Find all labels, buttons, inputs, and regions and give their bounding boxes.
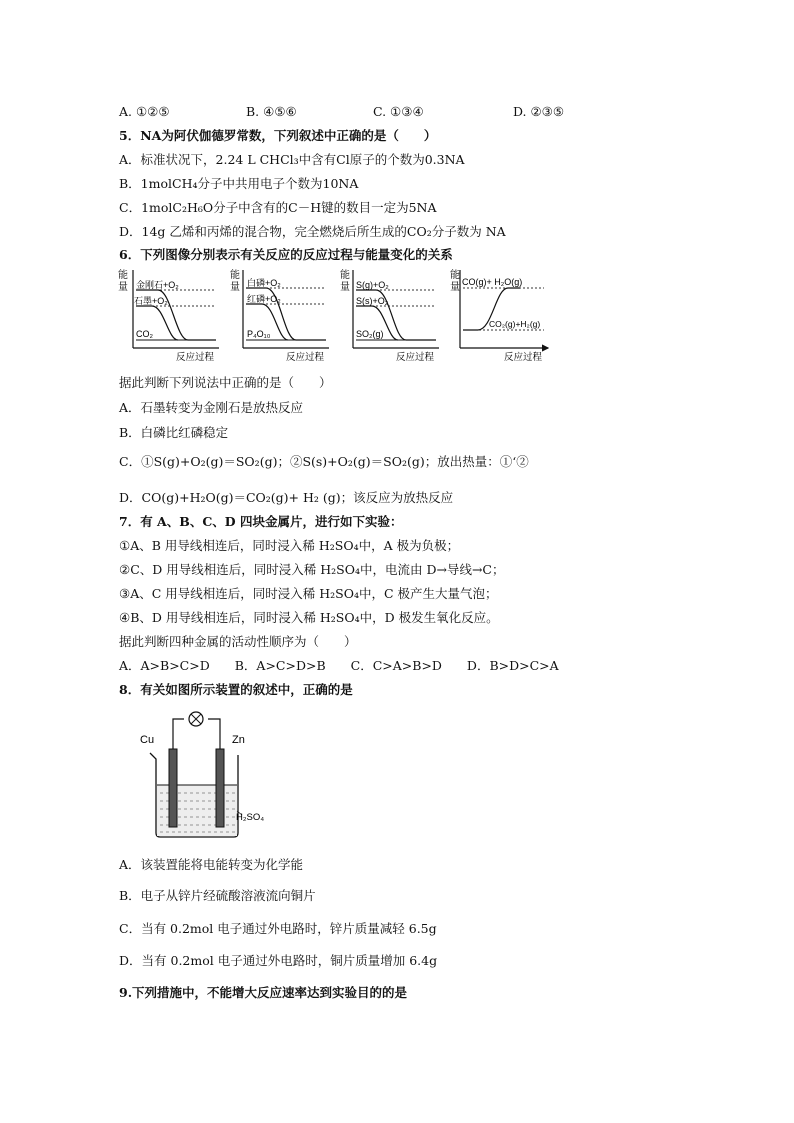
graph3-ylabel-top: 能 <box>340 270 350 281</box>
q8-option-d: D．当有 0.2mol 电子通过外电路时，铜片质量增加 6.4g <box>119 953 438 968</box>
q6-option-d: D．CO(g)+H₂O(g)＝CO₂(g)+ H₂ (g)；该反应为放热反应 <box>119 490 454 505</box>
graph4-top-label: CO(g)+ H₂O(g) <box>462 277 523 287</box>
q7-statement-2: ②C、D 用导线相连后，同时浸入稀 H₂SO₄中，电流由 D→导线→C； <box>119 562 505 577</box>
q8-option-a: A．该装置能将电能转变为化学能 <box>119 857 304 872</box>
q4-option-b: B. ④⑤⑥ <box>245 104 297 119</box>
energy-diagrams <box>116 268 556 364</box>
copper-electrode <box>169 749 177 827</box>
q4-option-a: A. ①②⑤ <box>119 104 170 119</box>
q5-option-a: A．标准状况下，2.24 L CHCl₃中含有Cl原子的个数为0.3NA <box>119 152 465 167</box>
graph2-ylabel-top: 能 <box>230 270 240 281</box>
q6-option-c: C．①S(g)+O₂(g)＝SO₂(g)；②S(s)+O₂(g)＝SO₂(g)；放出热量：①‘② <box>119 454 529 469</box>
graph3-xlabel: 反应过程 <box>396 352 435 363</box>
graph1-ylabel-top: 能 <box>118 270 128 281</box>
q7-statement-4: ④B、D 用导线相连后，同时浸入稀 H₂SO₄中，D 极发生氧化反应。 <box>119 610 499 625</box>
q8-option-b: B．电子从锌片经硫酸溶液流向铜片 <box>119 888 316 903</box>
graph1-xlabel: 反应过程 <box>176 352 215 363</box>
q5-option-d: D．14g 乙烯和丙烯的混合物，完全燃烧后所生成的CO₂分子数为 NA <box>119 224 506 239</box>
acid-label: H₂SO₄ <box>236 812 265 823</box>
graph3-mid-label: S(s)+O₂ <box>356 296 389 306</box>
graph3-top-label: S(g)+O₂ <box>356 280 389 290</box>
q8-stem: 8．有关如图所示装置的叙述中，正确的是 <box>119 682 353 697</box>
graph2-bottom-label: P₄O₁₀ <box>247 329 271 339</box>
energy-graph-2 <box>230 268 329 363</box>
q4-option-c: C. ①③④ <box>372 104 424 119</box>
graph3-ylabel-bottom: 量 <box>340 282 350 293</box>
graph2-xlabel: 反应过程 <box>286 352 325 363</box>
graph1-ylabel-bottom: 量 <box>118 282 128 293</box>
graph3-bottom-label: SO₂(g) <box>356 329 384 339</box>
energy-graph-3 <box>340 268 439 363</box>
graph1-bottom-label: CO₂ <box>136 329 153 339</box>
graph1-mid-label: 石墨+O₂ <box>134 296 168 306</box>
q6-stem: 6．下列图像分别表示有关反应的反应过程与能量变化的关系 <box>119 247 453 262</box>
energy-graph-1 <box>118 268 219 363</box>
q9-stem: 9.下列措施中，不能增大反应速率达到实验目的的是 <box>119 985 408 1000</box>
q5-option-c: C．1molC₂H₆O分子中含有的C－H键的数目一定为5NA <box>119 200 437 215</box>
energy-graph-4 <box>450 268 548 363</box>
graph4-xlabel: 反应过程 <box>504 352 543 363</box>
q6-option-a: A．石墨转变为金刚石是放热反应 <box>119 400 304 415</box>
graph4-ylabel-top: 能 <box>450 270 460 281</box>
q5-stem: 5．NA为阿伏伽德罗常数，下列叙述中正确的是（ ） <box>119 128 437 143</box>
graph1-top-label: 金刚石+O₂ <box>136 280 179 290</box>
q7-judge: 据此判断四种金属的活动性顺序为（ ） <box>119 634 357 649</box>
graph2-mid-label: 红磷+O₂ <box>247 294 281 304</box>
zinc-electrode <box>216 749 224 827</box>
q7-options: A．A>B>C>D B．A>C>D>B C．C>A>B>D D．B>D>C>A <box>119 658 559 673</box>
graph4-ylabel-bottom: 量 <box>450 282 460 293</box>
q6-option-b: B．白磷比红磷稳定 <box>119 425 229 440</box>
q6-judge: 据此判断下列说法中正确的是（ ） <box>119 375 332 390</box>
q8-option-c: C．当有 0.2mol 电子通过外电路时，锌片质量减轻 6.5g <box>119 921 437 936</box>
q5-option-b: B．1molCH₄分子中共用电子个数为10NA <box>119 176 359 191</box>
graph2-ylabel-bottom: 量 <box>230 282 240 293</box>
bulb-icon <box>189 712 203 726</box>
cu-label: Cu <box>140 734 155 746</box>
q4-option-d: D. ②③⑤ <box>512 104 565 119</box>
q7-statement-1: ①A、B 用导线相连后，同时浸入稀 H₂SO₄中，A 极为负极； <box>119 538 460 553</box>
zn-label: Zn <box>232 734 245 746</box>
q7-statement-3: ③A、C 用导线相连后，同时浸入稀 H₂SO₄中，C 极产生大量气泡； <box>119 586 498 601</box>
q7-stem: 7．有 A、B、C、D 四块金属片，进行如下实验： <box>119 514 403 529</box>
graph2-top-label: 白磷+O₂ <box>247 278 281 288</box>
q4-options <box>119 104 564 120</box>
galvanic-cell-diagram <box>138 705 288 843</box>
graph4-bottom-label: CO₂(g)+H₂(g) <box>489 319 541 329</box>
